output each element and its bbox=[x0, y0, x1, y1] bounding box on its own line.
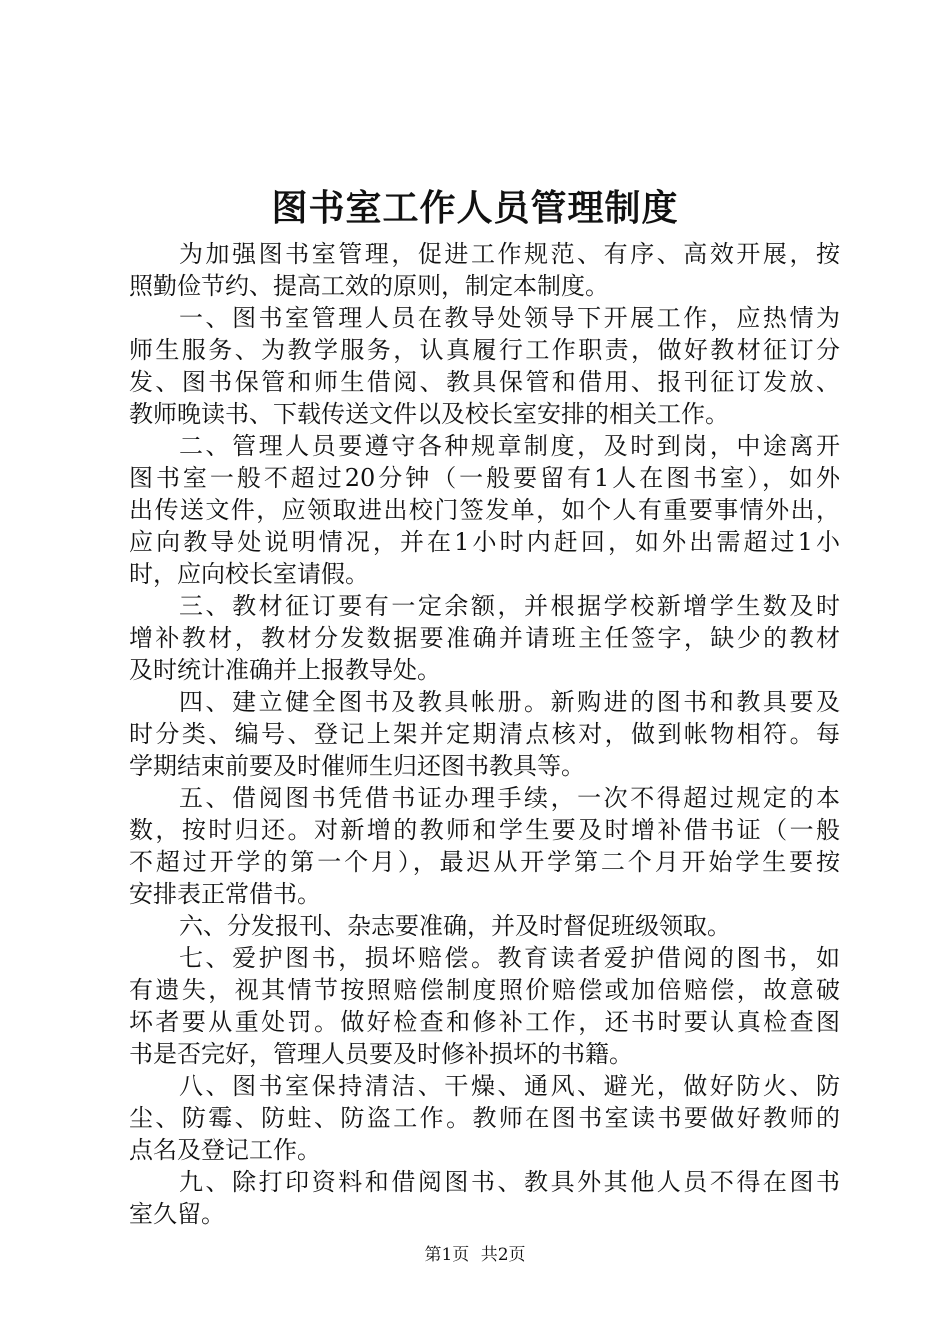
paragraph bbox=[129, 238, 840, 302]
paragraph-line: 五、借阅图书凭借书证办理手续，一次不得超过规定的本 bbox=[179, 784, 840, 812]
paragraph-line: 为加强图书室管理，促进工作规范、有序、高效开展，按 bbox=[179, 240, 840, 268]
document-title: 图书室工作人员管理制度 bbox=[271, 187, 679, 229]
paragraph-line: 照勤俭节约、提高工效的原则，制定本制度。 bbox=[129, 272, 609, 300]
paragraph-line: 九、除打印资料和借阅图书、教具外其他人员不得在图书 bbox=[179, 1168, 840, 1196]
paragraph-line: 七、爱护图书，损坏赔偿。教育读者爱护借阅的图书，如 bbox=[179, 944, 840, 972]
paragraph-line: 点名及登记工作。 bbox=[129, 1136, 321, 1164]
paragraph bbox=[129, 1070, 840, 1166]
paragraph-line: 八、图书室保持清洁、干燥、通风、避光，做好防火、防 bbox=[179, 1072, 840, 1100]
paragraph-line: 发、图书保管和师生借阅、教具保管和借用、报刊征订发放、 bbox=[129, 368, 840, 396]
paragraph bbox=[129, 302, 840, 430]
paragraph-line: 安排表正常借书。 bbox=[129, 880, 321, 908]
page-footer bbox=[0, 1243, 950, 1267]
paragraph-line: 时分类、编号、登记上架并定期清点核对，做到帐物相符。每 bbox=[129, 720, 840, 748]
paragraph-line: 六、分发报刊、杂志要准确，并及时督促班级领取。 bbox=[179, 912, 731, 940]
paragraph bbox=[129, 1166, 840, 1230]
paragraph-line: 及时统计准确并上报教导处。 bbox=[129, 656, 441, 684]
paragraph-line: 教师晚读书、下载传送文件以及校长室安排的相关工作。 bbox=[129, 400, 729, 428]
paragraph bbox=[129, 782, 840, 910]
paragraph-line: 时，应向校长室请假。 bbox=[129, 560, 369, 588]
paragraph-line: 师生服务、为教学服务，认真履行工作职责，做好教材征订分 bbox=[129, 336, 840, 364]
paragraph-line: 尘、防霉、防蛀、防盗工作。教师在图书室读书要做好教师的 bbox=[129, 1104, 840, 1132]
paragraph-line: 学期结束前要及时催师生归还图书教具等。 bbox=[129, 752, 585, 780]
paragraph bbox=[129, 910, 840, 942]
paragraph-line: 室久留。 bbox=[129, 1200, 225, 1228]
paragraph-line: 三、教材征订要有一定余额，并根据学校新增学生数及时 bbox=[179, 592, 840, 620]
paragraph bbox=[129, 590, 840, 686]
paragraph-line: 一、图书室管理人员在教导处领导下开展工作，应热情为 bbox=[179, 304, 840, 332]
paragraph-line: 书是否完好，管理人员要及时修补损坏的书籍。 bbox=[129, 1040, 633, 1068]
paragraph-line: 图书室一般不超过20分钟（一般要留有1人在图书室），如外 bbox=[129, 464, 840, 492]
paragraph bbox=[129, 942, 840, 1070]
paragraph-line: 坏者要从重处罚。做好检查和修补工作，还书时要认真检查图 bbox=[129, 1008, 840, 1036]
page-number: 第1页 bbox=[424, 1245, 470, 1265]
paragraph-line: 不超过开学的第一个月），最迟从开学第二个月开始学生要按 bbox=[129, 848, 840, 876]
document-body bbox=[129, 238, 840, 1230]
paragraph-line: 四、建立健全图书及教具帐册。新购进的图书和教具要及 bbox=[179, 688, 840, 716]
paragraph-line: 应向教导处说明情况，并在1小时内赶回，如外出需超过1小 bbox=[129, 528, 840, 556]
paragraph-line: 二、管理人员要遵守各种规章制度，及时到岗，中途离开 bbox=[179, 432, 840, 460]
paragraph-line: 有遗失，视其情节按照赔偿制度照价赔偿或加倍赔偿，故意破 bbox=[129, 976, 840, 1004]
paragraph bbox=[129, 430, 840, 590]
paragraph-line: 出传送文件，应领取进出校门签发单，如个人有重要事情外出， bbox=[129, 496, 840, 524]
page-total: 共2页 bbox=[480, 1245, 526, 1265]
paragraph bbox=[129, 686, 840, 782]
paragraph-line: 增补教材，教材分发数据要准确并请班主任签字，缺少的教材 bbox=[129, 624, 840, 652]
paragraph-line: 数，按时归还。对新增的教师和学生要及时增补借书证（一般 bbox=[129, 816, 840, 844]
